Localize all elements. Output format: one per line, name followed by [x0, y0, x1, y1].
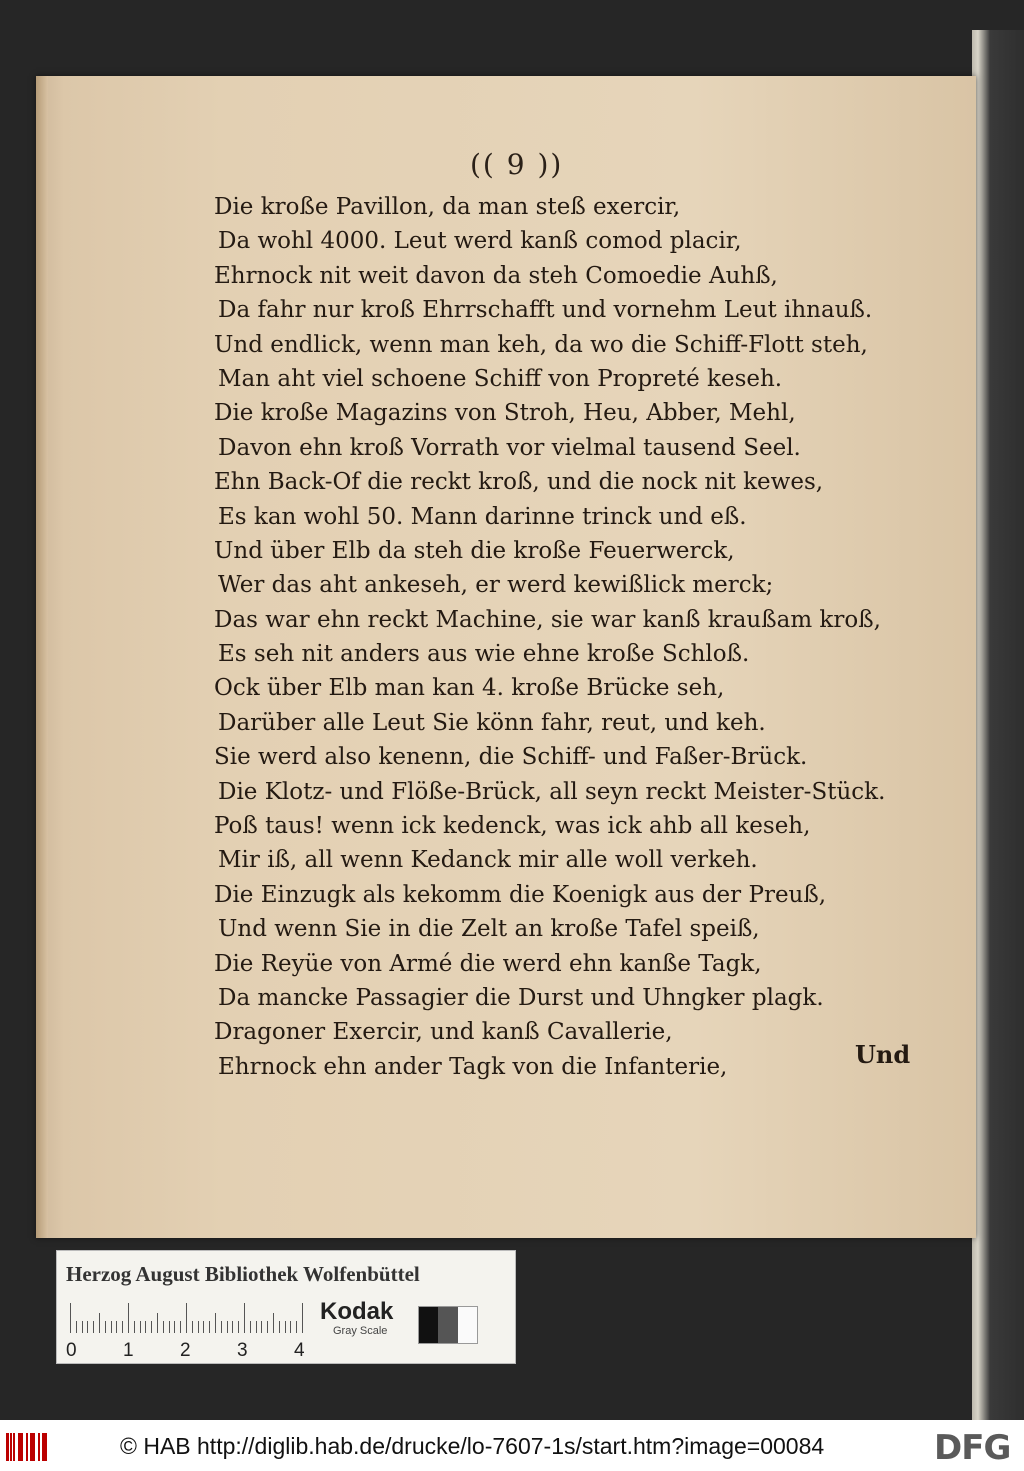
- page-left-edge: [36, 76, 48, 1238]
- ruler-tick: [70, 1303, 71, 1333]
- kodak-logo: Kodak: [320, 1298, 394, 1325]
- verse-line: Ehrnock ehn ander Tagk von die Infanterie,: [218, 1053, 728, 1080]
- verse-line: Dragoner Exercir, und kanß Cavallerie,: [214, 1019, 673, 1046]
- ruler-tick: [250, 1321, 251, 1333]
- verse-line: Man aht viel schoene Schiff von Propreté keseh.: [218, 365, 783, 392]
- barcode-bar: [21, 1433, 23, 1461]
- ruler-tick: [145, 1321, 146, 1333]
- verse-line: Poß taus! wenn ick kedenck, was ick ahb all keseh,: [214, 813, 811, 840]
- ruler-label: 4: [294, 1340, 305, 1361]
- verse-line: Ehrnock nit weit davon da steh Comoedie Auhß,: [214, 262, 778, 289]
- catchword: Und: [855, 1040, 911, 1069]
- ruler-tick: [302, 1303, 303, 1333]
- ruler-tick: [209, 1321, 210, 1333]
- ruler-tick: [111, 1321, 112, 1333]
- ruler-tick: [290, 1321, 291, 1333]
- ruler-tick: [93, 1321, 94, 1333]
- page-number-header: (( 9 )): [470, 148, 564, 181]
- barcode-bar: [45, 1433, 47, 1461]
- ruler-tick: [140, 1321, 141, 1333]
- barcode-bar: [26, 1433, 28, 1461]
- ruler-tick: [244, 1303, 245, 1333]
- verse-line: Sie werd also kenenn, die Schiff- und Faßer-Brück.: [214, 744, 808, 771]
- barcode-bar: [13, 1433, 15, 1461]
- ruler-label: 0: [66, 1340, 77, 1361]
- swatch-dark-gray: [438, 1307, 457, 1343]
- dfg-logo: DFG: [934, 1428, 1011, 1468]
- measurement-ruler: [70, 1303, 302, 1333]
- verse-line: Es seh nit anders aus wie ehne kroße Schloß.: [218, 641, 750, 668]
- gray-scale-swatches: [418, 1306, 478, 1344]
- barcode-bar: [10, 1433, 12, 1461]
- verse-line: Und über Elb da steh die kroße Feuerwerck,: [214, 537, 735, 564]
- gray-scale-label: Gray Scale: [333, 1325, 388, 1337]
- verse-line: Wer das aht ankeseh, er werd kewißlick merck;: [218, 572, 774, 599]
- ruler-tick: [227, 1321, 228, 1333]
- ruler-tick: [279, 1321, 280, 1333]
- ruler-tick: [186, 1303, 187, 1333]
- ruler-tick: [157, 1313, 158, 1333]
- poem-text: [214, 190, 886, 1084]
- verse-line: Ehn Back-Of die reckt kroß, und die nock nit kewes,: [214, 469, 824, 496]
- ruler-tick: [134, 1321, 135, 1333]
- ruler-tick: [261, 1321, 262, 1333]
- verse-line: Die Reyüe von Armé die werd ehn kanße Tagk,: [214, 950, 762, 977]
- verse-line: Mir iß, all wenn Kedanck mir alle woll verkeh.: [218, 847, 758, 874]
- verse-line: Es kan wohl 50. Mann darinne trinck und eß.: [218, 503, 747, 530]
- barcode-bar: [6, 1433, 9, 1461]
- library-name: Herzog August Bibliothek Wolfenbüttel: [66, 1262, 420, 1286]
- barcode-icon: [6, 1433, 48, 1461]
- ruler-tick: [128, 1303, 129, 1333]
- ruler-tick: [169, 1321, 170, 1333]
- adjacent-page-edge: [972, 30, 1024, 1420]
- verse-line: Ock über Elb man kan 4. kroße Brücke seh,: [214, 675, 725, 702]
- ruler-label: 3: [237, 1340, 248, 1361]
- verse-line: Die Einzugk als kekomm die Koenigk aus der Preuß,: [214, 881, 827, 908]
- verse-line: Da wohl 4000. Leut werd kanß comod placir,: [218, 228, 742, 255]
- ruler-tick: [215, 1313, 216, 1333]
- ruler-tick: [232, 1321, 233, 1333]
- swatch-white: [458, 1307, 477, 1343]
- ruler-tick: [87, 1321, 88, 1333]
- ruler-tick: [285, 1321, 286, 1333]
- ruler-tick: [76, 1321, 77, 1333]
- ruler-tick: [256, 1321, 257, 1333]
- ruler-tick: [238, 1321, 239, 1333]
- barcode-bar: [33, 1433, 35, 1461]
- copyright-url-link[interactable]: © HAB http://diglib.hab.de/drucke/lo-7607-1s/start.htm?image=00084: [120, 1433, 825, 1459]
- ruler-label: 1: [123, 1340, 134, 1361]
- ruler-tick: [296, 1321, 297, 1333]
- ruler-tick: [174, 1321, 175, 1333]
- verse-line: Und endlick, wenn man keh, da wo die Schiff-Flott steh,: [214, 331, 868, 358]
- verse-line: Die kroße Pavillon, da man steß exercir,: [214, 194, 681, 220]
- ruler-tick: [151, 1321, 152, 1333]
- ruler-tick: [203, 1321, 204, 1333]
- ruler-tick: [180, 1321, 181, 1333]
- ruler-tick: [267, 1321, 268, 1333]
- ruler-tick: [192, 1321, 193, 1333]
- verse-line: Darüber alle Leut Sie könn fahr, reut, und keh.: [218, 709, 766, 736]
- ruler-tick: [99, 1313, 100, 1333]
- verse-line: Davon ehn kroß Vorrath vor vielmal tausend Seel.: [218, 434, 801, 461]
- verse-line: Das war ehn reckt Machine, sie war kanß kraußam kroß,: [214, 606, 881, 633]
- swatch-black: [419, 1307, 438, 1343]
- ruler-tick: [105, 1321, 106, 1333]
- ruler-tick: [122, 1321, 123, 1333]
- ruler-tick: [221, 1321, 222, 1333]
- ruler-tick: [198, 1321, 199, 1333]
- ruler-tick: [116, 1321, 117, 1333]
- barcode-bar: [38, 1433, 40, 1461]
- verse-line: Und wenn Sie in die Zelt an kroße Tafel speiß,: [218, 916, 760, 943]
- verse-line: Die kroße Magazins von Stroh, Heu, Abber, Mehl,: [214, 400, 796, 427]
- verse-line: Da mancke Passagier die Durst und Uhngker plagk.: [218, 984, 824, 1011]
- verse-line: Da fahr nur kroß Ehrrschafft und vornehm Leut ihnauß.: [218, 297, 873, 324]
- ruler-tick: [82, 1321, 83, 1333]
- ruler-label: 2: [180, 1340, 191, 1361]
- ruler-tick: [163, 1321, 164, 1333]
- ruler-tick: [273, 1313, 274, 1333]
- verse-line: Die Klotz- und Flöße-Brück, all seyn reckt Meister-Stück.: [218, 778, 886, 805]
